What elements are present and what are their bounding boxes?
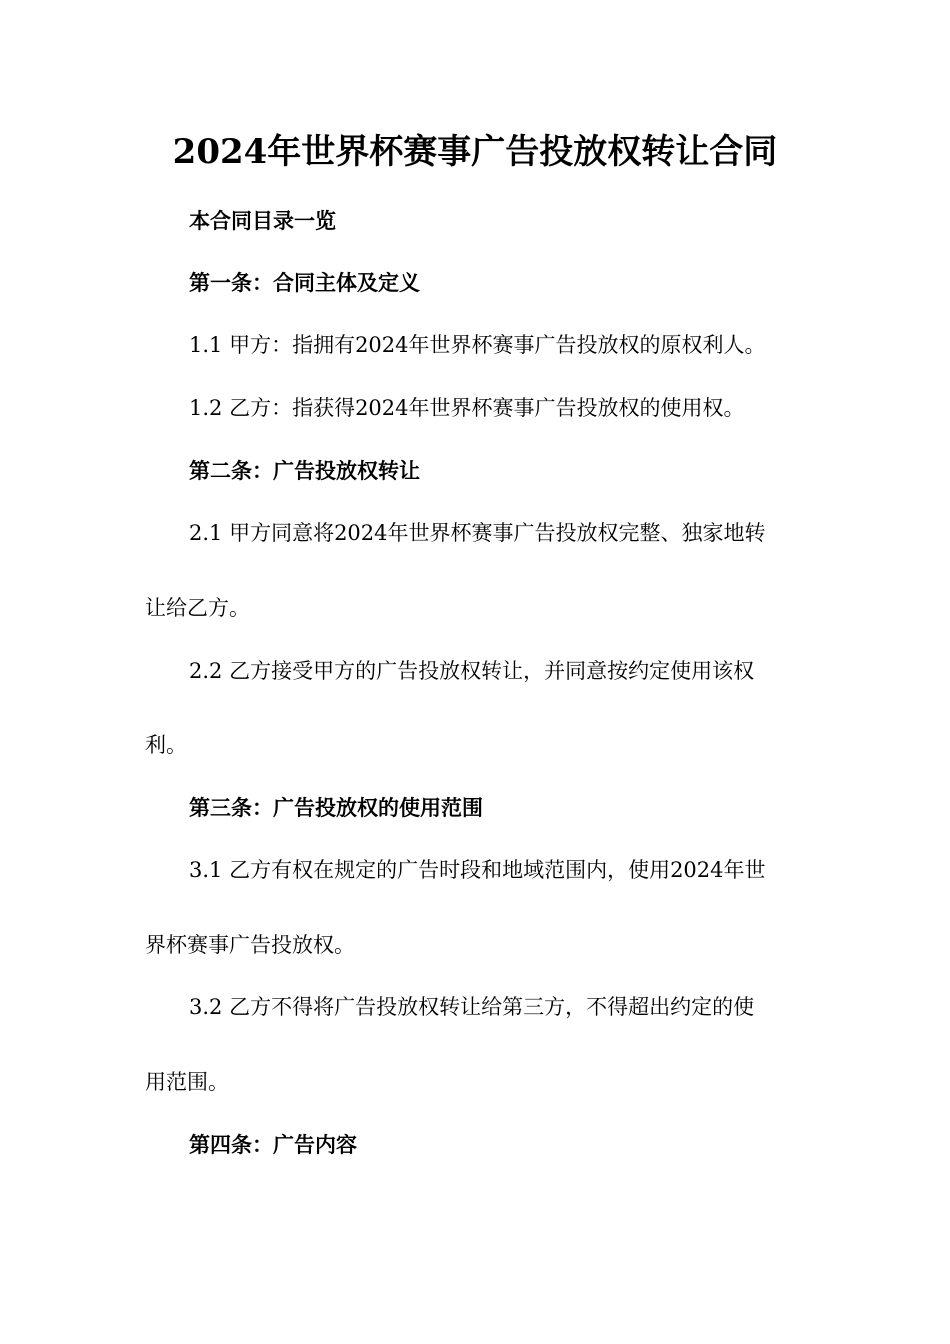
clause-3-2-line-1: 3.2 乙方不得将广告投放权转让给第三方，不得超出约定的使: [189, 995, 755, 1019]
clause-3-1-line-2: 界杯赛事广告投放权。: [145, 933, 355, 957]
clause-2-2-line-2: 利。: [145, 733, 187, 757]
clause-1-2: 1.2 乙方：指获得2024年世界杯赛事广告投放权的使用权。: [189, 396, 745, 420]
article-1-heading: 第一条：合同主体及定义: [189, 270, 420, 295]
clause-1-1: 1.1 甲方：指拥有2024年世界杯赛事广告投放权的原权利人。: [189, 333, 766, 357]
clause-3-2-line-2: 用范围。: [145, 1070, 229, 1094]
clause-2-2-line-1: 2.2 乙方接受甲方的广告投放权转让，并同意按约定使用该权: [189, 659, 755, 683]
clause-2-1-line-2: 让给乙方。: [145, 596, 250, 620]
article-2-heading: 第二条：广告投放权转让: [189, 458, 420, 483]
document-title: 2024年世界杯赛事广告投放权转让合同: [172, 132, 778, 172]
clause-3-1-line-1: 3.1 乙方有权在规定的广告时段和地域范围内，使用2024年世: [189, 858, 766, 882]
article-4-heading: 第四条：广告内容: [189, 1132, 357, 1157]
clause-2-1-line-1: 2.1 甲方同意将2024年世界杯赛事广告投放权完整、独家地转: [189, 521, 766, 545]
article-3-heading: 第三条：广告投放权的使用范围: [189, 795, 483, 820]
toc-heading: 本合同目录一览: [189, 208, 336, 233]
